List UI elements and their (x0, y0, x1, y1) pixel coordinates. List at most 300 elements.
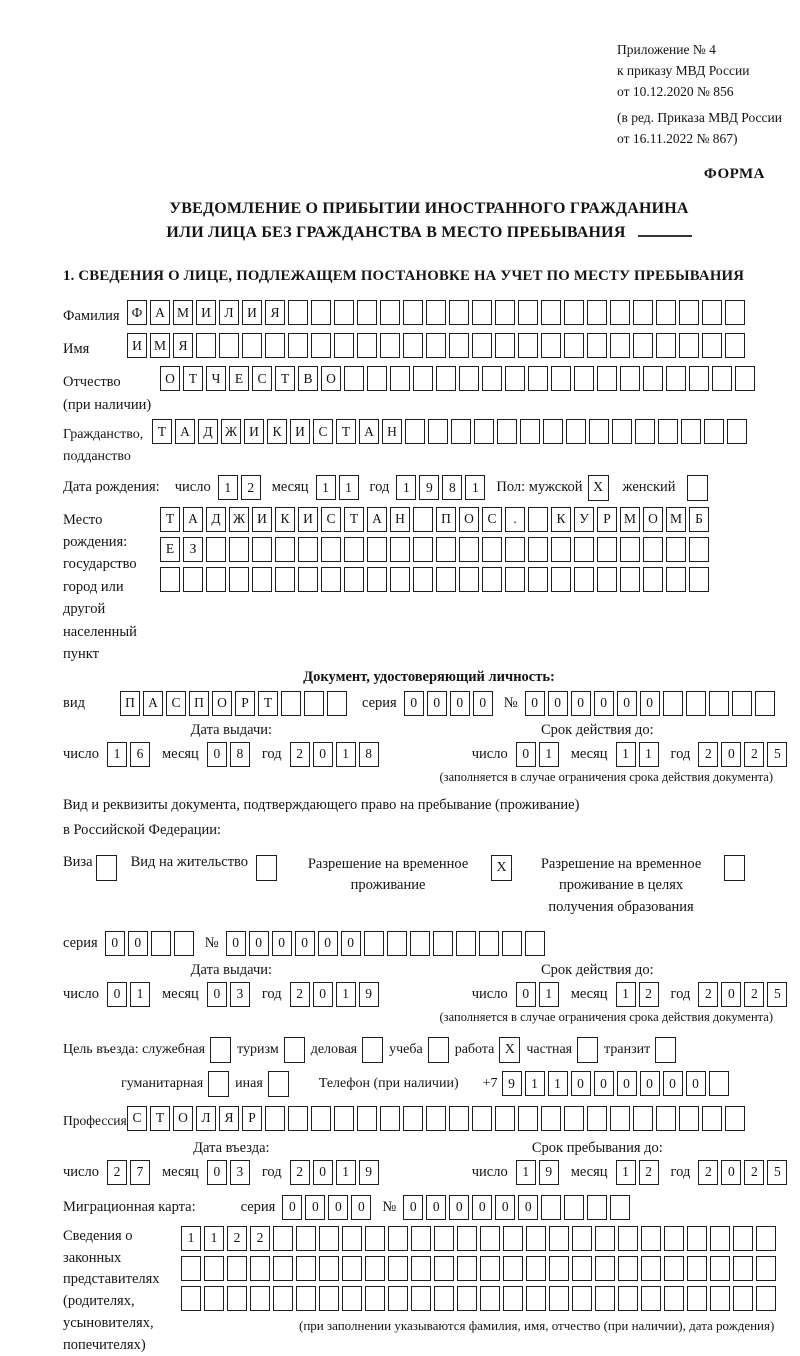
char-cell[interactable] (319, 1256, 339, 1281)
char-cell[interactable] (288, 1106, 308, 1131)
char-cell[interactable]: И (252, 507, 272, 532)
char-cell[interactable] (273, 1256, 293, 1281)
char-cell[interactable]: 1 (525, 1071, 545, 1096)
char-cell[interactable]: Т (150, 1106, 170, 1131)
char-cell[interactable] (451, 419, 471, 444)
char-cell[interactable] (541, 1106, 561, 1131)
char-cell[interactable] (597, 537, 617, 562)
char-cell[interactable]: 1 (539, 742, 559, 767)
char-cell[interactable]: 0 (548, 691, 568, 716)
char-cell[interactable]: 9 (539, 1160, 559, 1185)
char-cell[interactable] (518, 333, 538, 358)
char-cell[interactable]: А (183, 507, 203, 532)
char-cell[interactable]: Р (235, 691, 255, 716)
char-cell[interactable]: 0 (249, 931, 269, 956)
char-cell[interactable]: 1 (616, 742, 636, 767)
char-cell[interactable]: 0 (686, 1071, 706, 1096)
char-cell[interactable] (449, 333, 469, 358)
char-cell[interactable]: 1 (218, 475, 238, 500)
char-cell[interactable] (526, 1226, 546, 1251)
char-cell[interactable]: 0 (341, 931, 361, 956)
char-cell[interactable] (390, 567, 410, 592)
char-cell[interactable] (541, 333, 561, 358)
char-cell[interactable] (342, 1286, 362, 1311)
char-cell[interactable] (174, 931, 194, 956)
char-cell[interactable]: 2 (227, 1226, 247, 1251)
char-cell[interactable] (472, 1106, 492, 1131)
char-cell[interactable]: 1 (339, 475, 359, 500)
char-cell[interactable] (502, 931, 522, 956)
char-cell[interactable] (250, 1286, 270, 1311)
char-cell[interactable] (367, 567, 387, 592)
char-cell[interactable]: 0 (318, 931, 338, 956)
char-cell[interactable]: 0 (472, 1195, 492, 1220)
char-cell[interactable] (434, 1286, 454, 1311)
char-cell[interactable] (612, 419, 632, 444)
char-cell[interactable]: 0 (473, 691, 493, 716)
char-cell[interactable]: 0 (594, 691, 614, 716)
char-cell[interactable]: Т (275, 366, 295, 391)
char-cell[interactable] (687, 1256, 707, 1281)
char-cell[interactable] (663, 691, 683, 716)
char-cell[interactable] (413, 507, 433, 532)
char-cell[interactable] (587, 333, 607, 358)
char-cell[interactable]: 8 (359, 742, 379, 767)
char-cell[interactable] (311, 300, 331, 325)
char-cell[interactable]: Н (382, 419, 402, 444)
char-cell[interactable]: 0 (571, 1071, 591, 1096)
char-cell[interactable]: 0 (449, 1195, 469, 1220)
char-cell[interactable] (288, 333, 308, 358)
char-cell[interactable]: А (359, 419, 379, 444)
char-cell[interactable] (403, 300, 423, 325)
char-cell[interactable] (472, 300, 492, 325)
char-cell[interactable] (641, 1256, 661, 1281)
char-cell[interactable] (755, 691, 775, 716)
char-cell[interactable] (541, 300, 561, 325)
checkbox-other[interactable] (268, 1071, 289, 1097)
char-cell[interactable] (528, 567, 548, 592)
char-cell[interactable]: 0 (207, 1160, 227, 1185)
char-cell[interactable] (242, 333, 262, 358)
char-cell[interactable]: О (459, 507, 479, 532)
char-cell[interactable] (687, 1286, 707, 1311)
char-cell[interactable] (342, 1226, 362, 1251)
char-cell[interactable] (456, 931, 476, 956)
char-cell[interactable] (727, 419, 747, 444)
char-cell[interactable]: 2 (744, 742, 764, 767)
char-cell[interactable]: О (212, 691, 232, 716)
char-cell[interactable]: Т (336, 419, 356, 444)
char-cell[interactable]: С (313, 419, 333, 444)
char-cell[interactable]: 2 (241, 475, 261, 500)
char-cell[interactable] (482, 366, 502, 391)
char-cell[interactable] (160, 567, 180, 592)
char-cell[interactable]: М (173, 300, 193, 325)
char-cell[interactable] (503, 1226, 523, 1251)
char-cell[interactable] (505, 366, 525, 391)
char-cell[interactable] (288, 300, 308, 325)
char-cell[interactable]: 5 (767, 982, 787, 1007)
char-cell[interactable]: 1 (204, 1226, 224, 1251)
char-cell[interactable] (459, 567, 479, 592)
char-cell[interactable] (666, 537, 686, 562)
char-cell[interactable] (610, 1195, 630, 1220)
char-cell[interactable]: 2 (250, 1226, 270, 1251)
char-cell[interactable] (666, 567, 686, 592)
checkbox-visa[interactable] (96, 855, 117, 881)
char-cell[interactable] (710, 1226, 730, 1251)
char-cell[interactable]: 0 (351, 1195, 371, 1220)
char-cell[interactable] (229, 567, 249, 592)
char-cell[interactable] (426, 300, 446, 325)
checkbox-business[interactable] (362, 1037, 383, 1063)
char-cell[interactable] (549, 1226, 569, 1251)
char-cell[interactable] (334, 333, 354, 358)
char-cell[interactable]: Я (219, 1106, 239, 1131)
char-cell[interactable] (733, 1256, 753, 1281)
char-cell[interactable] (710, 1256, 730, 1281)
char-cell[interactable]: 0 (282, 1195, 302, 1220)
char-cell[interactable]: 0 (617, 691, 637, 716)
char-cell[interactable] (633, 333, 653, 358)
char-cell[interactable]: Т (160, 507, 180, 532)
char-cell[interactable] (756, 1256, 776, 1281)
char-cell[interactable] (273, 1226, 293, 1251)
char-cell[interactable]: 2 (290, 1160, 310, 1185)
char-cell[interactable] (426, 333, 446, 358)
char-cell[interactable] (620, 537, 640, 562)
char-cell[interactable]: 0 (594, 1071, 614, 1096)
checkbox-temp-permit-edu[interactable] (724, 855, 745, 881)
char-cell[interactable] (403, 1106, 423, 1131)
char-cell[interactable] (610, 333, 630, 358)
char-cell[interactable]: Д (198, 419, 218, 444)
char-cell[interactable]: 1 (396, 475, 416, 500)
char-cell[interactable] (265, 333, 285, 358)
char-cell[interactable]: О (643, 507, 663, 532)
char-cell[interactable] (459, 537, 479, 562)
char-cell[interactable]: А (150, 300, 170, 325)
checkbox-private[interactable] (577, 1037, 598, 1063)
char-cell[interactable]: 8 (230, 742, 250, 767)
char-cell[interactable] (457, 1226, 477, 1251)
char-cell[interactable] (229, 537, 249, 562)
char-cell[interactable]: Т (152, 419, 172, 444)
char-cell[interactable]: 1 (107, 742, 127, 767)
char-cell[interactable] (587, 300, 607, 325)
char-cell[interactable] (436, 366, 456, 391)
char-cell[interactable]: П (436, 507, 456, 532)
char-cell[interactable]: 2 (639, 1160, 659, 1185)
char-cell[interactable] (327, 691, 347, 716)
char-cell[interactable] (686, 691, 706, 716)
char-cell[interactable] (405, 419, 425, 444)
char-cell[interactable]: 2 (290, 982, 310, 1007)
char-cell[interactable] (574, 537, 594, 562)
char-cell[interactable] (434, 1256, 454, 1281)
char-cell[interactable] (183, 567, 203, 592)
char-cell[interactable]: 0 (525, 691, 545, 716)
char-cell[interactable]: 0 (640, 691, 660, 716)
char-cell[interactable]: К (275, 507, 295, 532)
char-cell[interactable] (733, 1226, 753, 1251)
char-cell[interactable]: М (666, 507, 686, 532)
char-cell[interactable] (505, 567, 525, 592)
char-cell[interactable] (618, 1226, 638, 1251)
char-cell[interactable] (756, 1226, 776, 1251)
char-cell[interactable]: 0 (516, 982, 536, 1007)
char-cell[interactable]: А (367, 507, 387, 532)
char-cell[interactable]: В (298, 366, 318, 391)
char-cell[interactable] (658, 419, 678, 444)
char-cell[interactable] (666, 366, 686, 391)
char-cell[interactable] (227, 1286, 247, 1311)
char-cell[interactable]: 3 (230, 1160, 250, 1185)
char-cell[interactable]: 0 (313, 982, 333, 1007)
char-cell[interactable] (687, 1226, 707, 1251)
char-cell[interactable]: Р (597, 507, 617, 532)
char-cell[interactable] (551, 567, 571, 592)
char-cell[interactable]: А (143, 691, 163, 716)
char-cell[interactable] (551, 537, 571, 562)
char-cell[interactable]: 2 (107, 1160, 127, 1185)
char-cell[interactable] (298, 567, 318, 592)
char-cell[interactable]: 1 (548, 1071, 568, 1096)
char-cell[interactable] (321, 567, 341, 592)
char-cell[interactable] (365, 1226, 385, 1251)
checkbox-study[interactable] (428, 1037, 449, 1063)
char-cell[interactable]: Я (173, 333, 193, 358)
char-cell[interactable] (495, 300, 515, 325)
char-cell[interactable] (334, 300, 354, 325)
char-cell[interactable] (495, 333, 515, 358)
char-cell[interactable] (204, 1256, 224, 1281)
char-cell[interactable]: 5 (767, 1160, 787, 1185)
char-cell[interactable]: С (321, 507, 341, 532)
char-cell[interactable] (410, 931, 430, 956)
char-cell[interactable] (712, 366, 732, 391)
char-cell[interactable] (344, 567, 364, 592)
char-cell[interactable]: 2 (744, 982, 764, 1007)
char-cell[interactable] (520, 419, 540, 444)
char-cell[interactable] (541, 1195, 561, 1220)
char-cell[interactable] (595, 1256, 615, 1281)
char-cell[interactable] (227, 1256, 247, 1281)
char-cell[interactable]: Д (206, 507, 226, 532)
char-cell[interactable] (656, 333, 676, 358)
char-cell[interactable]: И (242, 300, 262, 325)
char-cell[interactable]: 0 (721, 1160, 741, 1185)
char-cell[interactable]: 1 (130, 982, 150, 1007)
char-cell[interactable] (403, 333, 423, 358)
char-cell[interactable] (334, 1106, 354, 1131)
char-cell[interactable]: 0 (272, 931, 292, 956)
char-cell[interactable] (497, 419, 517, 444)
char-cell[interactable] (528, 507, 548, 532)
char-cell[interactable]: 0 (226, 931, 246, 956)
checkbox-tourism[interactable] (284, 1037, 305, 1063)
char-cell[interactable] (388, 1286, 408, 1311)
char-cell[interactable] (725, 1106, 745, 1131)
char-cell[interactable] (298, 537, 318, 562)
char-cell[interactable] (367, 537, 387, 562)
char-cell[interactable] (725, 300, 745, 325)
char-cell[interactable] (365, 1256, 385, 1281)
char-cell[interactable] (181, 1286, 201, 1311)
char-cell[interactable] (574, 567, 594, 592)
char-cell[interactable] (664, 1286, 684, 1311)
char-cell[interactable]: 0 (207, 742, 227, 767)
char-cell[interactable] (388, 1226, 408, 1251)
char-cell[interactable] (319, 1226, 339, 1251)
char-cell[interactable]: 0 (495, 1195, 515, 1220)
char-cell[interactable] (735, 366, 755, 391)
char-cell[interactable] (528, 366, 548, 391)
char-cell[interactable] (549, 1286, 569, 1311)
char-cell[interactable] (364, 931, 384, 956)
char-cell[interactable] (480, 1226, 500, 1251)
char-cell[interactable]: 9 (502, 1071, 522, 1096)
char-cell[interactable]: П (120, 691, 140, 716)
char-cell[interactable] (433, 931, 453, 956)
char-cell[interactable] (380, 300, 400, 325)
char-cell[interactable]: 1 (336, 1160, 356, 1185)
char-cell[interactable] (411, 1226, 431, 1251)
char-cell[interactable]: 1 (539, 982, 559, 1007)
char-cell[interactable]: Л (219, 300, 239, 325)
char-cell[interactable] (344, 537, 364, 562)
char-cell[interactable] (689, 537, 709, 562)
char-cell[interactable]: 0 (128, 931, 148, 956)
char-cell[interactable]: 1 (616, 1160, 636, 1185)
char-cell[interactable]: 9 (419, 475, 439, 500)
char-cell[interactable] (564, 333, 584, 358)
char-cell[interactable] (710, 1286, 730, 1311)
char-cell[interactable] (296, 1286, 316, 1311)
char-cell[interactable]: К (551, 507, 571, 532)
char-cell[interactable] (449, 300, 469, 325)
char-cell[interactable]: 1 (336, 742, 356, 767)
char-cell[interactable]: Е (160, 537, 180, 562)
char-cell[interactable]: Я (265, 300, 285, 325)
char-cell[interactable] (587, 1106, 607, 1131)
char-cell[interactable]: 0 (427, 691, 447, 716)
char-cell[interactable] (380, 1106, 400, 1131)
char-cell[interactable] (196, 333, 216, 358)
char-cell[interactable] (151, 931, 171, 956)
char-cell[interactable]: 7 (130, 1160, 150, 1185)
char-cell[interactable] (635, 419, 655, 444)
char-cell[interactable] (281, 691, 301, 716)
char-cell[interactable]: Ч (206, 366, 226, 391)
char-cell[interactable] (296, 1256, 316, 1281)
char-cell[interactable] (543, 419, 563, 444)
char-cell[interactable] (732, 691, 752, 716)
checkbox-work[interactable]: X (499, 1037, 520, 1063)
char-cell[interactable] (413, 366, 433, 391)
char-cell[interactable] (505, 537, 525, 562)
char-cell[interactable]: 1 (639, 742, 659, 767)
char-cell[interactable] (357, 333, 377, 358)
char-cell[interactable] (365, 1286, 385, 1311)
char-cell[interactable] (319, 1286, 339, 1311)
char-cell[interactable] (434, 1226, 454, 1251)
char-cell[interactable] (459, 366, 479, 391)
char-cell[interactable] (436, 567, 456, 592)
char-cell[interactable] (411, 1286, 431, 1311)
char-cell[interactable] (457, 1286, 477, 1311)
char-cell[interactable]: 2 (290, 742, 310, 767)
char-cell[interactable] (357, 1106, 377, 1131)
char-cell[interactable]: 0 (663, 1071, 683, 1096)
char-cell[interactable]: 0 (305, 1195, 325, 1220)
char-cell[interactable] (311, 333, 331, 358)
char-cell[interactable] (709, 691, 729, 716)
char-cell[interactable]: 2 (639, 982, 659, 1007)
char-cell[interactable] (357, 300, 377, 325)
char-cell[interactable]: Ж (229, 507, 249, 532)
char-cell[interactable]: Р (242, 1106, 262, 1131)
char-cell[interactable]: 1 (516, 1160, 536, 1185)
char-cell[interactable] (321, 537, 341, 562)
char-cell[interactable]: И (290, 419, 310, 444)
checkbox-temp-permit[interactable]: X (491, 855, 512, 881)
char-cell[interactable] (610, 1106, 630, 1131)
char-cell[interactable]: И (196, 300, 216, 325)
char-cell[interactable] (275, 567, 295, 592)
char-cell[interactable] (296, 1226, 316, 1251)
char-cell[interactable] (342, 1256, 362, 1281)
char-cell[interactable]: М (150, 333, 170, 358)
char-cell[interactable] (633, 1106, 653, 1131)
char-cell[interactable] (733, 1286, 753, 1311)
checkbox-humanitarian[interactable] (208, 1071, 229, 1097)
char-cell[interactable]: 1 (316, 475, 336, 500)
char-cell[interactable]: 0 (721, 982, 741, 1007)
char-cell[interactable] (206, 537, 226, 562)
char-cell[interactable] (204, 1286, 224, 1311)
char-cell[interactable]: 0 (313, 1160, 333, 1185)
char-cell[interactable] (572, 1226, 592, 1251)
char-cell[interactable]: 0 (617, 1071, 637, 1096)
char-cell[interactable] (704, 419, 724, 444)
char-cell[interactable]: Т (183, 366, 203, 391)
char-cell[interactable]: У (574, 507, 594, 532)
char-cell[interactable]: 2 (698, 1160, 718, 1185)
checkbox-residence-permit[interactable] (256, 855, 277, 881)
char-cell[interactable] (273, 1286, 293, 1311)
char-cell[interactable]: 6 (130, 742, 150, 767)
char-cell[interactable] (449, 1106, 469, 1131)
char-cell[interactable] (702, 1106, 722, 1131)
char-cell[interactable] (610, 300, 630, 325)
char-cell[interactable] (344, 366, 364, 391)
char-cell[interactable] (413, 537, 433, 562)
char-cell[interactable] (689, 567, 709, 592)
char-cell[interactable] (518, 1106, 538, 1131)
char-cell[interactable] (618, 1286, 638, 1311)
char-cell[interactable] (702, 333, 722, 358)
char-cell[interactable] (525, 931, 545, 956)
char-cell[interactable]: М (620, 507, 640, 532)
char-cell[interactable] (725, 333, 745, 358)
char-cell[interactable]: 1 (181, 1226, 201, 1251)
char-cell[interactable]: Ж (221, 419, 241, 444)
char-cell[interactable] (457, 1256, 477, 1281)
char-cell[interactable] (480, 1256, 500, 1281)
char-cell[interactable]: 0 (404, 691, 424, 716)
